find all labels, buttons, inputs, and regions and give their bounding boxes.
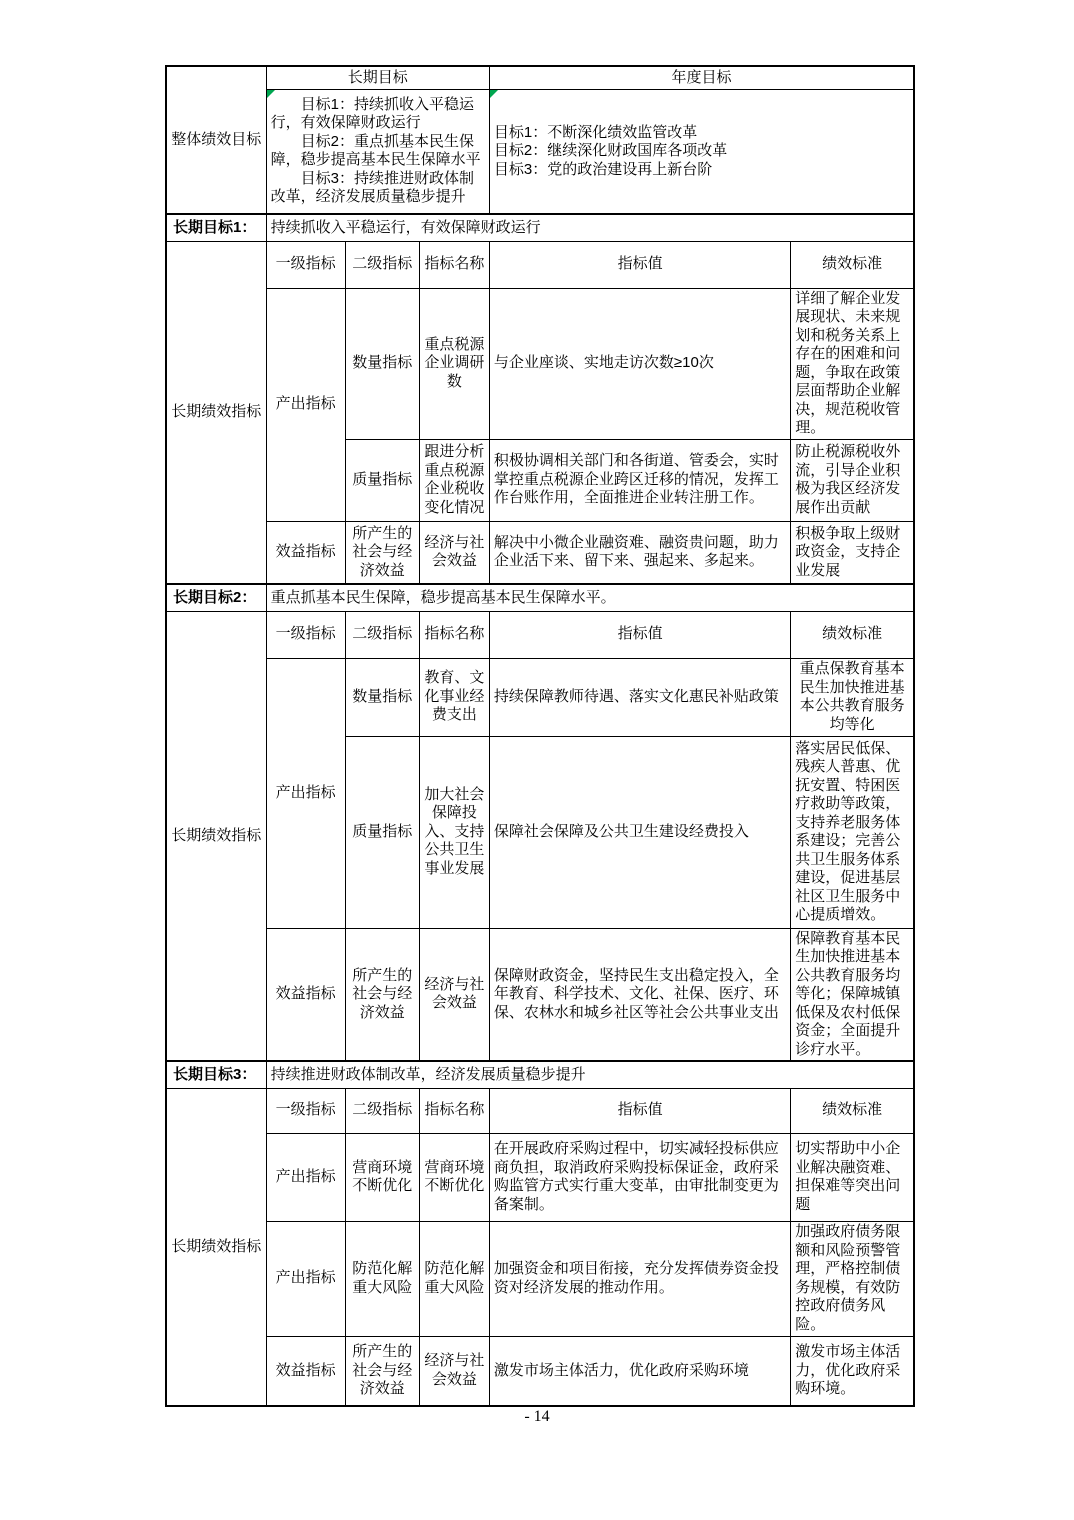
table-row	[166, 1336, 914, 1406]
section3-goal: 持续推进财政体制改革，经济发展质量稳步提升	[266, 1061, 914, 1088]
section3-row2-name: 防范化解重大风险	[419, 1221, 489, 1336]
section1-row1-value: 与企业座谈、实地走访次数≥10次	[489, 288, 790, 439]
section3-header-value: 指标值	[489, 1088, 790, 1133]
section3-label: 长期目标3：	[166, 1061, 266, 1088]
section1-row-label: 长期绩效指标	[166, 241, 266, 584]
section2-header-level1: 一级指标	[266, 611, 345, 658]
section2-header-level2: 二级指标	[345, 611, 419, 658]
section1-row1-level2: 数量指标	[345, 288, 419, 439]
section1-row3-standard: 积极争取上级财政资金，支持企业发展	[791, 521, 914, 584]
section2-row3-standard: 保障教育基本民生加快推进基本公共教育服务均等化；保障城镇低保及农村低保资金；全面提升诊疗水平。	[791, 928, 914, 1061]
section3-row1-standard: 切实帮助中小企业解决融资难、担保难等突出问题	[791, 1133, 914, 1221]
section1-row2-level2: 质量指标	[345, 439, 419, 521]
section2-label: 长期目标2：	[166, 584, 266, 611]
annual-goal-2: 目标2：继续深化财政国库各项改革	[493, 142, 728, 159]
section3-header-level1: 一级指标	[266, 1088, 345, 1133]
section1-header-level1: 一级指标	[266, 241, 345, 288]
longterm-goals-cell	[266, 89, 489, 214]
section3-row1-level2: 营商环境不断优化	[345, 1133, 419, 1221]
section3-row2-standard: 加强政府债务限额和风险预警管理，严格控制债务规模，有效防控政府债务风险。	[791, 1221, 914, 1336]
section1-row2-standard: 防止税源税收外流，引导企业积极为我区经济发展作出贡献	[791, 439, 914, 521]
section1-header-name: 指标名称	[419, 241, 489, 288]
section2-header-name: 指标名称	[419, 611, 489, 658]
section2-goal: 重点抓基本民生保障，稳步提高基本民生保障水平。	[266, 584, 914, 611]
section1-row3-value: 解决中小微企业融资难、融资贵问题，助力企业活下来、留下来、强起来、多起来。	[489, 521, 790, 584]
section1-row3-level1: 效益指标	[266, 521, 345, 584]
section1-label: 长期目标1：	[166, 214, 266, 241]
section1-header-level2: 二级指标	[345, 241, 419, 288]
section2-row1-level2: 数量指标	[345, 658, 419, 736]
section2-row3-level2: 所产生的社会与经济效益	[345, 928, 419, 1061]
section2-row3-value: 保障财政资金，坚持民生支出稳定投入，全年教育、科学技术、文化、社保、医疗、环保、农林水和城乡社区等社会公共事业支出	[489, 928, 790, 1061]
section2-row3-level1: 效益指标	[266, 928, 345, 1061]
page-number: - 14	[524, 1408, 550, 1425]
section2-header-standard: 绩效标准	[791, 611, 914, 658]
longterm-goal-column-header: 长期目标	[266, 66, 489, 89]
section3-row1-name: 营商环境不断优化	[419, 1133, 489, 1221]
section2-row2-value: 保障社会保障及公共卫生建设经费投入	[489, 736, 790, 928]
section3-row2-value: 加强资金和项目衔接，充分发挥债券资金投资对经济发展的推动作用。	[489, 1221, 790, 1336]
section1-header-standard: 绩效标准	[791, 241, 914, 288]
section2-header-value: 指标值	[489, 611, 790, 658]
table-row	[166, 658, 914, 736]
overall-goal-row-label: 整体绩效目标	[166, 66, 266, 214]
table-row	[166, 928, 914, 1061]
annual-goal-1: 目标1：不断深化绩效监管改革	[493, 123, 698, 141]
comment-flag-icon	[490, 90, 498, 98]
table-row	[166, 1221, 914, 1336]
section2-row2-level2: 质量指标	[345, 736, 419, 928]
section1-row3-name: 经济与社会效益	[419, 521, 489, 584]
table-row	[166, 521, 914, 584]
performance-goals-table	[165, 65, 915, 1407]
section1-row3-level2: 所产生的社会与经济效益	[345, 521, 419, 584]
section1-row1-level1: 产出指标	[266, 288, 345, 521]
annual-goals-cell	[489, 89, 914, 214]
section1-goal: 持续抓收入平稳运行，有效保障财政运行	[266, 214, 914, 241]
section2-row2-standard: 落实居民低保、残疾人普惠、优抚安置、特困医疗救助等政策，支持养老服务体系建设；完善公共卫生服务体系建设，促进基层社区卫生服务中心提质增效。	[791, 736, 914, 928]
section1-row2-name: 跟进分析重点税源企业税收变化情况	[419, 439, 489, 521]
section2-row1-level1: 产出指标	[266, 658, 345, 928]
longterm-goal-1: 目标1：持续抓收入平稳运行，有效保障财政运行	[270, 95, 474, 132]
section3-row2-level2: 防范化解重大风险	[345, 1221, 419, 1336]
table-row	[166, 288, 914, 439]
longterm-goal-3: 目标3：持续推进财政体制改革，经济发展质量稳步提升	[270, 169, 474, 206]
section2-row-label: 长期绩效指标	[166, 611, 266, 1061]
annual-goal-column-header: 年度目标	[489, 66, 914, 89]
section3-row3-standard: 激发市场主体活力，优化政府采购环境。	[791, 1336, 914, 1406]
section2-row1-standard: 重点保教育基本民生加快推进基本公共教育服务均等化	[791, 658, 914, 736]
section3-row1-value: 在开展政府采购过程中，切实减轻投标供应商负担，取消政府采购投标保证金，政府采购监管方式实行重大变革，由审批制变更为备案制。	[489, 1133, 790, 1221]
section2-row2-name: 加大社会保障投入、支持公共卫生事业发展	[419, 736, 489, 928]
section1-row1-standard: 详细了解企业发展现状、未来规划和税务关系上存在的困难和问题，争取在政策层面帮助企业解决，规范税收管理。	[791, 288, 914, 439]
annual-goal-3: 目标3：党的政治建设再上新台阶	[493, 160, 713, 178]
section3-row3-level1: 效益指标	[266, 1336, 345, 1406]
section3-row2-level1: 产出指标	[266, 1221, 345, 1336]
section1-row2-value: 积极协调相关部门和各街道、管委会，实时掌控重点税源企业跨区迁移的情况，发挥工作台账作用，全面推进企业转注册工作。	[489, 439, 790, 521]
section3-row-label: 长期绩效指标	[166, 1088, 266, 1406]
comment-flag-icon	[267, 90, 275, 98]
section3-row1-level1: 产出指标	[266, 1133, 345, 1221]
section3-header-standard: 绩效标准	[791, 1088, 914, 1133]
section3-header-level2: 二级指标	[345, 1088, 419, 1133]
table-row	[166, 1133, 914, 1221]
section2-row1-value: 持续保障教师待遇、落实文化惠民补贴政策	[489, 658, 790, 736]
section3-header-name: 指标名称	[419, 1088, 489, 1133]
section1-header-value: 指标值	[489, 241, 790, 288]
section3-row3-name: 经济与社会效益	[419, 1336, 489, 1406]
section2-row3-name: 经济与社会效益	[419, 928, 489, 1061]
section3-row3-level2: 所产生的社会与经济效益	[345, 1336, 419, 1406]
section2-row1-name: 教育、文化事业经费支出	[419, 658, 489, 736]
longterm-goal-2: 目标2：重点抓基本民生保障，稳步提高基本民生保障水平	[270, 132, 481, 169]
section3-row3-value: 激发市场主体活力，优化政府采购环境	[489, 1336, 790, 1406]
section1-row1-name: 重点税源企业调研数	[419, 288, 489, 439]
